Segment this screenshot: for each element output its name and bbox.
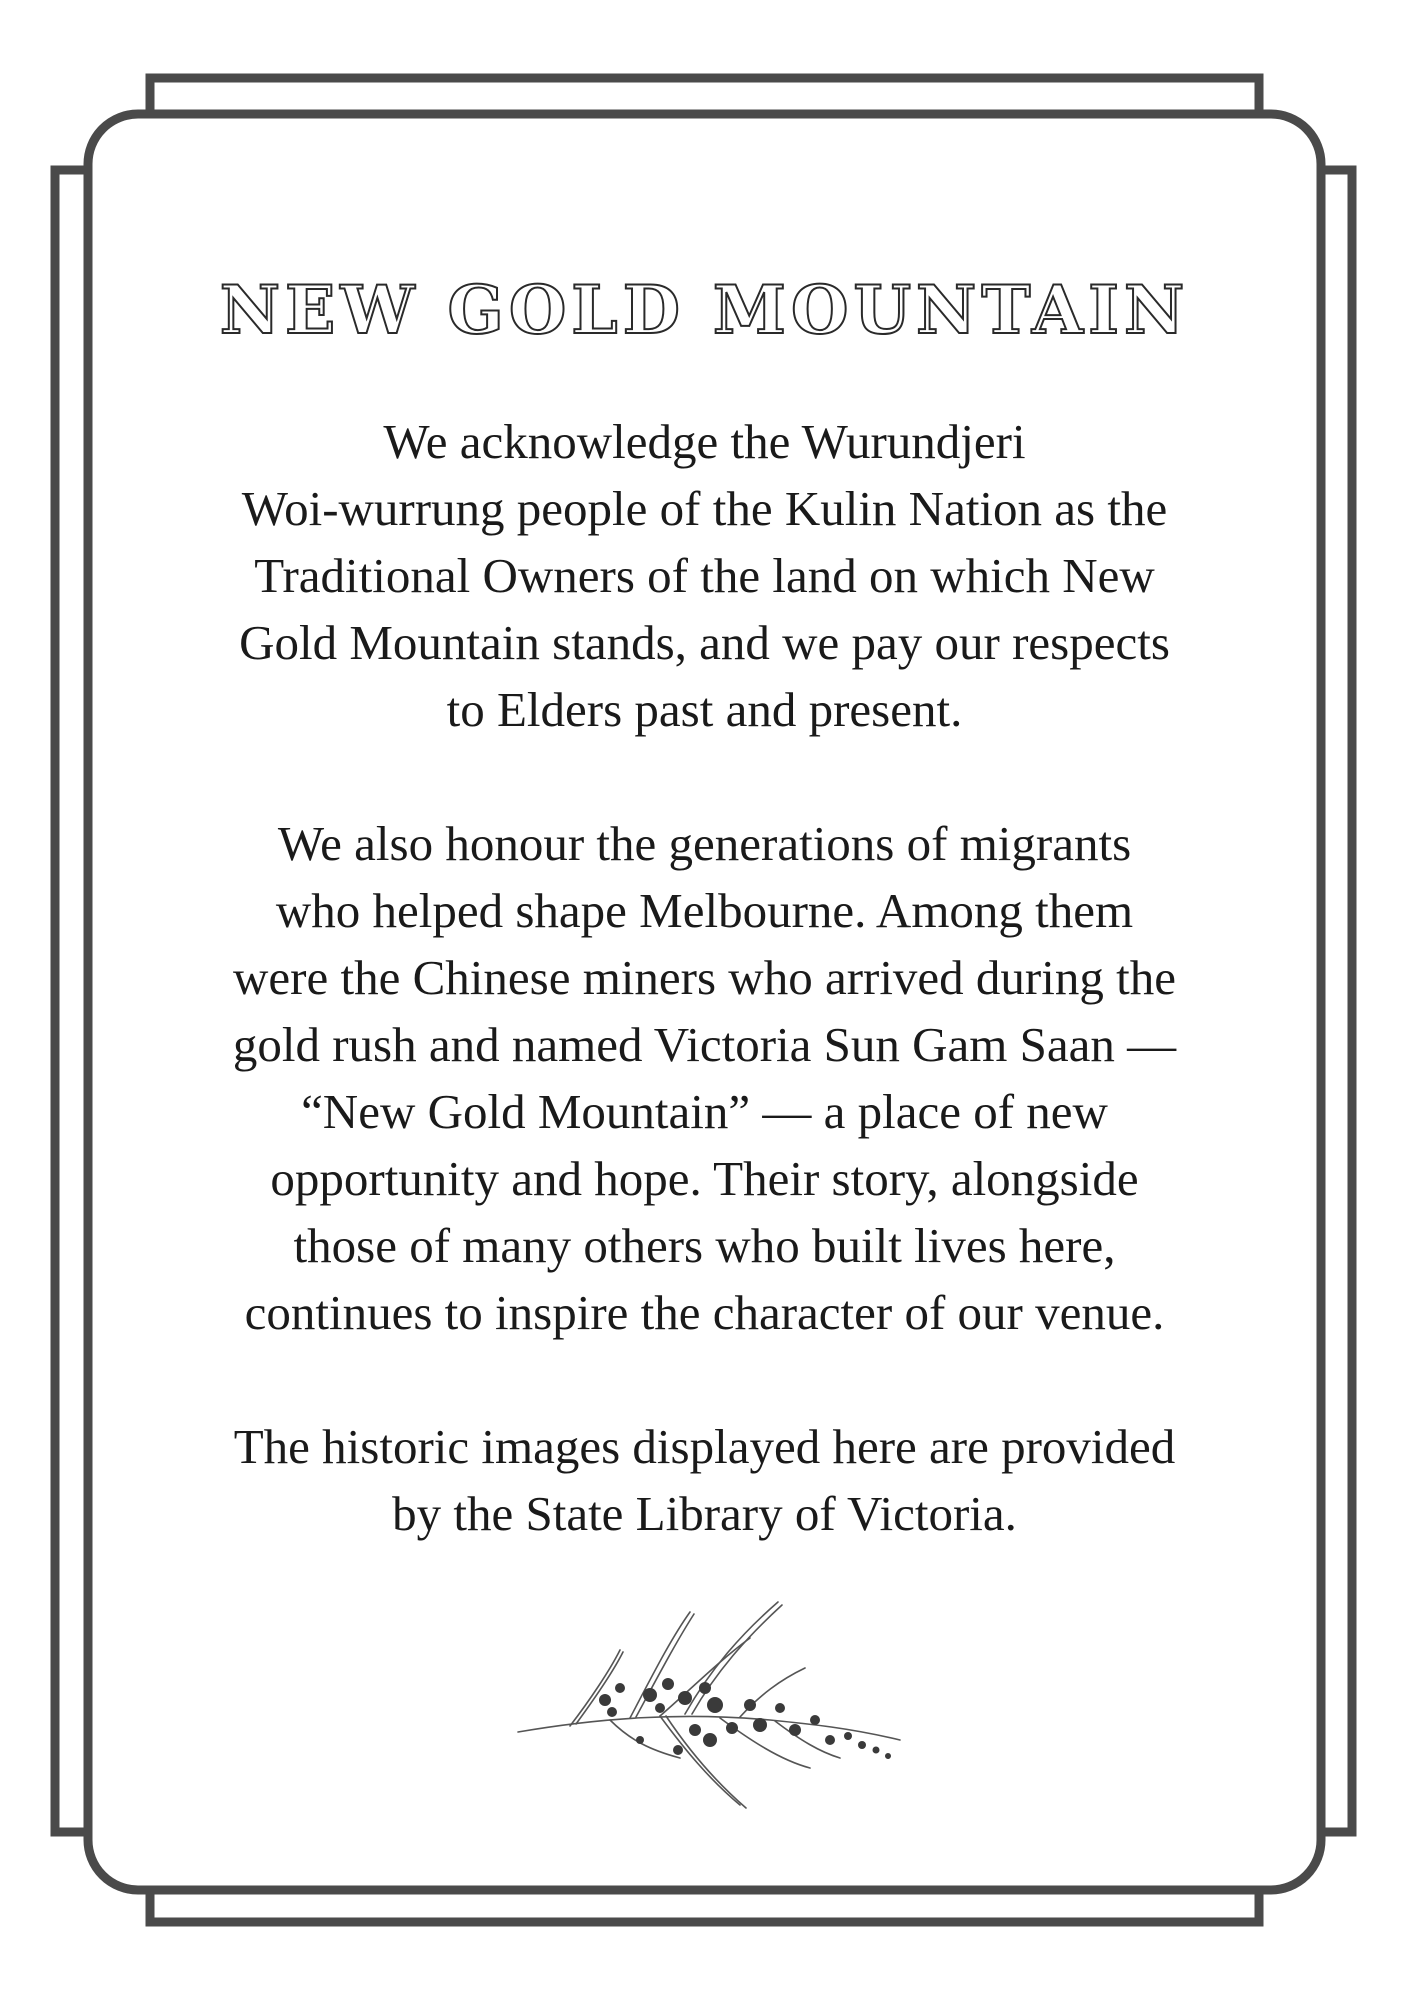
- paragraph-migrants: [170, 810, 1239, 1346]
- paragraph-acknowledgement: [170, 408, 1239, 743]
- text-line: Traditional Owners of the land on which New: [254, 548, 1155, 603]
- page-title: NEW GOLD MOUNTAIN: [219, 271, 1190, 349]
- paragraph-image-credit: [170, 1413, 1239, 1547]
- text-line: Woi-wurrung people of the Kulin Nation as the: [241, 481, 1168, 536]
- text-line: were the Chinese miners who arrived during the: [233, 950, 1176, 1005]
- text-line: Gold Mountain stands, and we pay our respects: [239, 615, 1170, 670]
- text-line: continues to inspire the character of our venue.: [244, 1285, 1165, 1340]
- wattle-sprig-icon: [510, 1600, 910, 1815]
- text-line: opportunity and hope. Their story, alongside: [270, 1151, 1139, 1206]
- text-line: We acknowledge the Wurundjeri: [383, 414, 1026, 469]
- text-line: who helped shape Melbourne. Among them: [275, 883, 1134, 938]
- text-line: to Elders past and present.: [446, 682, 963, 737]
- text-line: those of many others who built lives here,: [293, 1218, 1116, 1273]
- text-line: “New Gold Mountain” — a place of new: [301, 1084, 1108, 1139]
- text-line: by the State Library of Victoria.: [392, 1486, 1017, 1541]
- text-line: gold rush and named Victoria Sun Gam Saan —: [232, 1017, 1177, 1072]
- text-line: The historic images displayed here are provided: [233, 1419, 1176, 1474]
- text-line: We also honour the generations of migrants: [277, 816, 1132, 871]
- acknowledgement-content: [170, 270, 1239, 1614]
